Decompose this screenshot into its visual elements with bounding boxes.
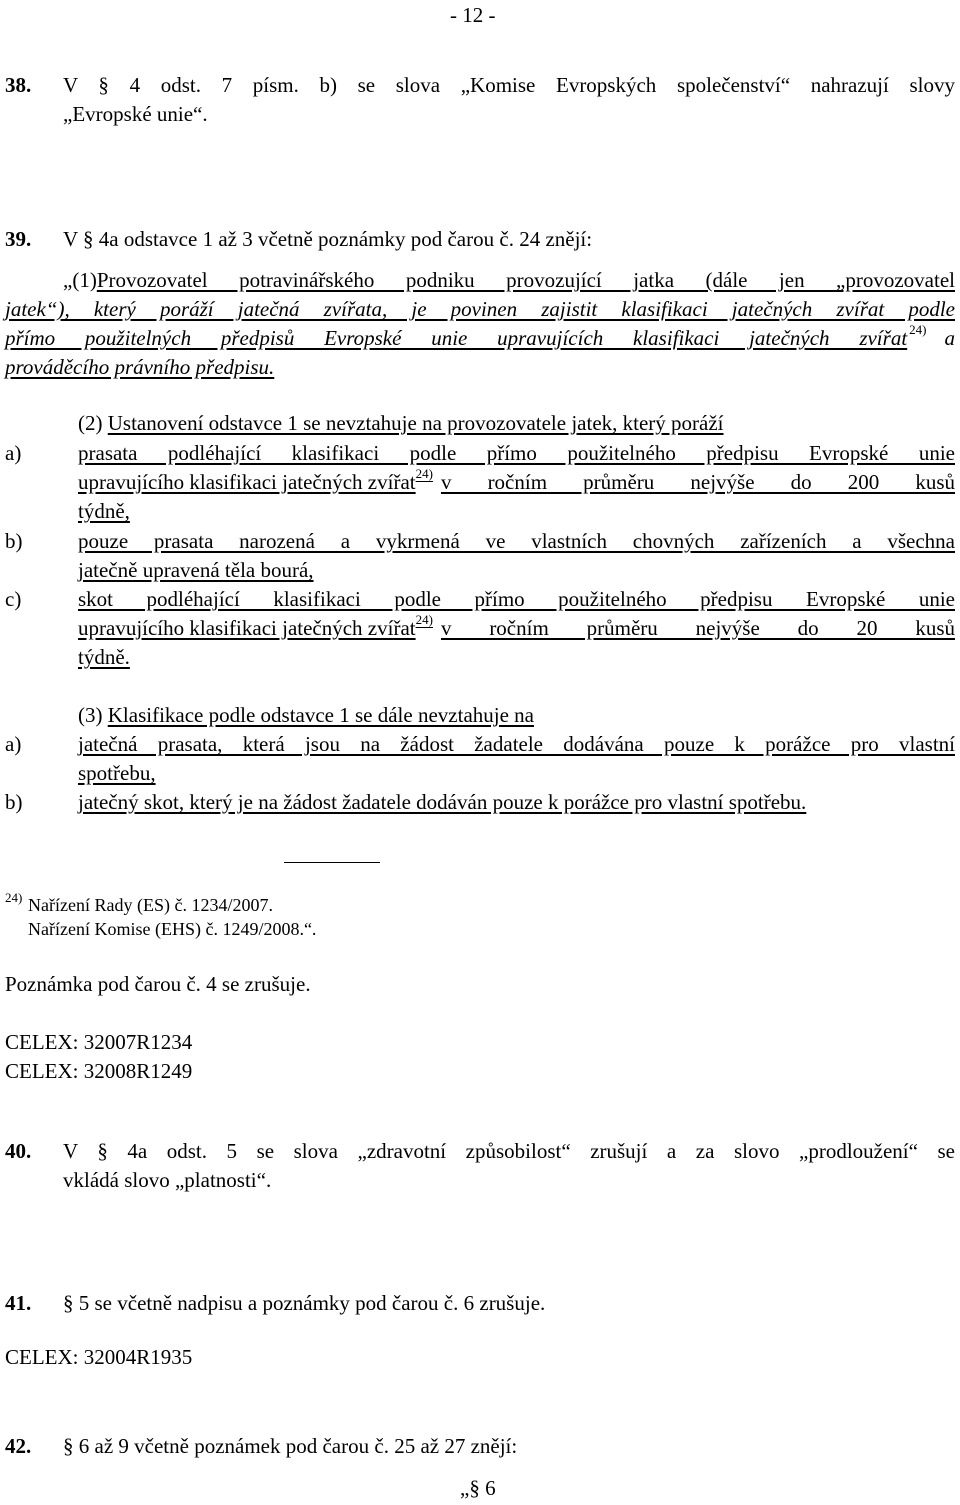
item-number-39: 39. [5, 227, 32, 251]
para-2-intro-text: Ustanovení odstavce 1 se nevztahuje na provozovatele jatek, který poráží [107, 411, 724, 435]
item-40-line-1: V § 4a odst. 5 se slova „zdravotní způsobilost“ zrušují a za slovo „prodloužení“ se [63, 1139, 955, 1163]
footnote-separator [284, 862, 380, 863]
footnote-ref-24: 24) [415, 466, 433, 481]
item-41-text: § 5 se včetně nadpisu a poznámky pod čarou č. 6 zrušuje. [63, 1291, 546, 1315]
para-2-c-line-1: skot podléhající klasifikaci podle přímo použitelného předpisu Evropské unie [78, 587, 955, 611]
para-1-line-3 [5, 322, 955, 351]
footnote-line-2: Nařízení Komise (EHS) č. 1249/2008.“. [28, 919, 317, 939]
item-38-line-2: „Evropské unie“. [63, 102, 208, 126]
para-1-line-3-end: a [944, 326, 955, 350]
item-number-42: 42. [5, 1434, 32, 1458]
para-1-line-3-text: přímo použitelných předpisů Evropské unie upravujících klasifikaci jatečných zvířat [5, 326, 908, 350]
para-2-number: (2) [78, 411, 108, 435]
para-1-line-1 [63, 268, 955, 293]
para-1-underlined-text: Provozovatel potravinářského podniku provozující jatka (dále jen „provozovatel [96, 268, 955, 292]
item-40-line-2: vkládá slovo „platnosti“. [63, 1168, 272, 1192]
section-heading-6: „§ 6 [460, 1476, 496, 1500]
footnote-ref-24: 24) [415, 612, 433, 627]
para-2-a-line-2-left: upravujícího klasifikaci jatečných zvířat [78, 470, 416, 494]
para-2-a-line-2-right: v ročním průměru nejvýše do 200 kusů [440, 470, 955, 494]
para-1-number: „(1) [63, 268, 97, 292]
para-1-line-2: jatek“), který poráží jatečná zvířata, je povinen zajistit klasifikaci jatečných zvířat podle [5, 297, 955, 321]
para-3-a-line-1: jatečná prasata, která jsou na žádost žadatele dodávána pouze k porážce pro vlastní [78, 732, 955, 756]
para-2-c-line-3: týdně. [78, 645, 130, 669]
footnote-mark: 24) [5, 890, 23, 905]
para-2-a-label: a) [5, 441, 22, 465]
para-2-a-line-3: týdně, [78, 499, 130, 523]
para-3-b-label: b) [5, 790, 23, 814]
para-2-c-line-2-right: v ročním průměru nejvýše do 20 kusů [440, 616, 955, 640]
para-2-c-line-2-left: upravujícího klasifikaci jatečných zvířat [78, 616, 416, 640]
item-number-41: 41. [5, 1291, 32, 1315]
para-3-a-line-2: spotřebu, [78, 761, 156, 785]
para-2-b-line-1: pouze prasata narozená a vykrmená ve vlastních chovných zařízeních a všechna [78, 529, 955, 553]
para-3-intro-text: Klasifikace podle odstavce 1 se dále nevztahuje na [107, 703, 534, 727]
item-39-text: V § 4a odstavce 1 až 3 včetně poznámky pod čarou č. 24 znějí: [63, 227, 593, 251]
para-2-a-line-2 [78, 466, 955, 495]
para-2-c-label: c) [5, 587, 22, 611]
para-3-number: (3) [78, 703, 108, 727]
para-3-intro [78, 703, 534, 728]
footnote-line-1: Nařízení Rady (ES) č. 1234/2007. [28, 895, 273, 915]
para-2-c-line-2 [78, 612, 955, 641]
para-2-b-label: b) [5, 529, 23, 553]
para-3-b-line-1: jatečný skot, který je na žádost žadatele dodáván pouze k porážce pro vlastní spotřebu. [78, 790, 807, 814]
footnote-removed-note: Poznámka pod čarou č. 4 se zrušuje. [5, 972, 311, 996]
footnote-ref-24: 24) [909, 322, 927, 337]
item-number-40: 40. [5, 1139, 32, 1163]
para-2-b-line-2: jatečně upravená těla bourá, [78, 558, 314, 582]
para-2-a-line-1: prasata podléhající klasifikaci podle přímo použitelného předpisu Evropské unie [78, 441, 955, 465]
item-38-line-1: V § 4 odst. 7 písm. b) se slova „Komise Evropských společenství“ nahrazují slovy [63, 73, 955, 97]
para-2-intro [78, 411, 724, 436]
celex-reference-1: CELEX: 32007R1234 [5, 1030, 193, 1054]
item-42-text: § 6 až 9 včetně poznámek pod čarou č. 25 až 27 znějí: [63, 1434, 518, 1458]
celex-reference-3: CELEX: 32004R1935 [5, 1345, 193, 1369]
para-1-line-4: prováděcího právního předpisu. [5, 355, 275, 379]
item-number-38: 38. [5, 73, 32, 97]
celex-reference-2: CELEX: 32008R1249 [5, 1059, 193, 1083]
page-number: - 12 - [450, 3, 496, 27]
para-3-a-label: a) [5, 732, 22, 756]
